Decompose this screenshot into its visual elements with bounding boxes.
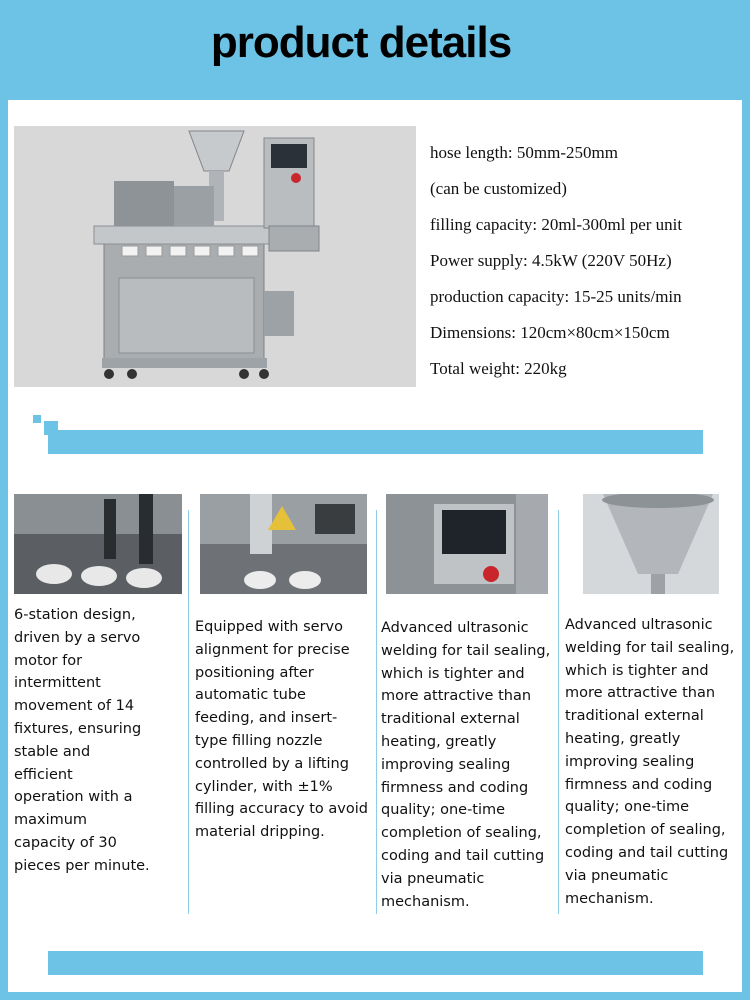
servo-nozzle-photo (200, 494, 367, 594)
feature-text-1: 6-station design, driven by a servo motor for intermittent movement of 14 fixtures, ensuring stable and efficient operation with a maximum capacity of 30 pieces per minute. (14, 607, 150, 874)
station-fixtures-photo (14, 494, 182, 594)
feature-image-4 (583, 494, 719, 594)
spec-list (430, 140, 745, 392)
page-title: product details (210, 18, 512, 67)
feature-image-2 (200, 494, 367, 594)
spec-hose-length: hose length: 50mm-250mm (430, 143, 618, 162)
section-bar-top (48, 430, 703, 454)
feature-text-3: Advanced ultrasonic welding for tail sealing, which is tighter and more attractive than traditional external heating, greatly improving sealing firmness and coding quality; one-time completion of sealing, coding and tail cutting via pneumatic mechanism. (381, 620, 551, 910)
feature-image-3 (386, 494, 548, 594)
spec-customizable-note: (can be customized) (430, 179, 567, 198)
column-divider-1 (188, 510, 189, 914)
filling-machine-illustration (14, 126, 416, 387)
feature-text-2: Equipped with servo alignment for precise positioning after automatic tube feeding, and insert- type filling nozzle controlled by a lifting cylinder, with ±1% filling accuracy to avoid material dripping. (195, 619, 368, 841)
column-divider-3 (558, 510, 559, 914)
spec-production-capacity: production capacity: 15-25 units/min (430, 287, 682, 306)
spec-filling-capacity: filling capacity: 20ml-300ml per unit (430, 215, 683, 234)
control-panel-photo (386, 494, 548, 594)
spec-total-weight: Total weight: 220kg (430, 359, 567, 378)
column-divider-2 (376, 510, 377, 914)
spec-dimensions: Dimensions: 120cm×80cm×150cm (430, 323, 670, 342)
spec-power-supply: Power supply: 4.5kW (220V 50Hz) (430, 251, 672, 270)
section-bar-bottom (48, 951, 703, 975)
decor-square-small (33, 415, 41, 423)
machine-photo (14, 126, 416, 387)
feature-image-1 (14, 494, 182, 594)
hopper-photo (583, 494, 719, 594)
feature-text-4: Advanced ultrasonic welding for tail sealing, which is tighter and more attractive than traditional external heating, greatly improving sealing firmness and coding quality; one-time completion of sealing, coding and tail cutting via pneumatic mechanism. (565, 617, 735, 907)
